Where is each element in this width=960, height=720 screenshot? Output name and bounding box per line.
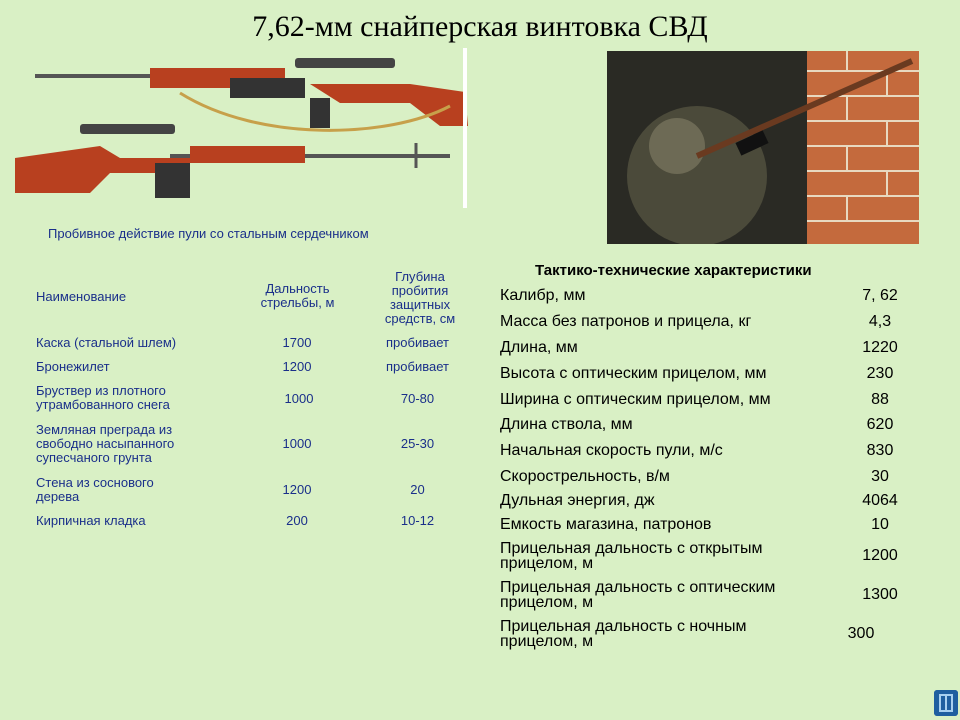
specs-title: Тактико-технические характеристики xyxy=(535,262,812,279)
spec-label: Высота с оптическим прицелом, мм xyxy=(500,365,767,382)
table-row-range: 200 xyxy=(286,513,308,528)
emblem-icon xyxy=(934,690,958,716)
table-row-name: Стена из соснового дерева xyxy=(36,475,154,504)
spec-value: 620 xyxy=(866,416,894,433)
spec-label: Калибр, мм xyxy=(500,287,586,304)
table-row-depth: пробивает xyxy=(386,359,449,374)
spec-value: 300 xyxy=(847,625,875,642)
spec-value: 1300 xyxy=(862,586,898,603)
table-row-range: 1000 xyxy=(282,436,312,451)
spec-value: 30 xyxy=(871,468,889,485)
svd-rifles-illustration xyxy=(10,48,480,208)
sniper-photo xyxy=(607,51,919,244)
spec-value: 1220 xyxy=(862,339,898,356)
table-row-depth: 70-80 xyxy=(400,391,435,406)
spec-value: 1200 xyxy=(862,547,898,564)
spec-value: 4,3 xyxy=(868,313,892,330)
spec-label: Прицельная дальность с оптическим прицелом, м xyxy=(500,579,776,611)
table-row-name: Кирпичная кладка xyxy=(36,513,146,528)
table-row-depth: пробивает xyxy=(386,335,449,350)
spec-label: Прицельная дальность с ночным прицелом, м xyxy=(500,618,747,650)
spec-value: 230 xyxy=(866,365,894,382)
spec-label: Длина, мм xyxy=(500,339,578,356)
table-row-name: Бронежилет xyxy=(36,359,110,374)
penetration-table-title: Пробивное действие пули со стальным сердечником xyxy=(48,226,369,241)
table-row-depth: 20 xyxy=(410,482,425,497)
spec-label: Начальная скорость пули, м/с xyxy=(500,442,723,459)
spec-label: Дульная энергия, дж xyxy=(500,492,655,509)
spec-label: Емкость магазина, патронов xyxy=(500,516,712,533)
spec-value: 10 xyxy=(871,516,889,533)
column-header-name: Наименование xyxy=(36,289,127,304)
table-row-range: 1000 xyxy=(284,391,314,406)
spec-label: Масса без патронов и прицела, кг xyxy=(500,313,752,330)
spec-value: 830 xyxy=(866,442,894,459)
table-row-range: 1700 xyxy=(282,335,312,350)
table-row-name: Земляная преграда из свободно насыпанного супесчаного грунта xyxy=(36,422,175,465)
spec-label: Скорострельность, в/м xyxy=(500,468,670,485)
column-header-range: Дальность стрельбы, м xyxy=(260,281,335,310)
spec-value: 88 xyxy=(871,391,889,408)
column-header-depth: Глубина пробития защитных средств, см xyxy=(384,269,456,326)
spec-label: Длина ствола, мм xyxy=(500,416,633,433)
spec-label: Ширина с оптическим прицелом, мм xyxy=(500,391,771,408)
table-row-range: 1200 xyxy=(282,359,312,374)
table-row-depth: 10-12 xyxy=(400,513,435,528)
spec-value: 7, 62 xyxy=(862,287,898,304)
spec-value: 4064 xyxy=(862,492,898,509)
page-title: 7,62-мм снайперская винтовка СВД xyxy=(252,10,708,43)
table-row-depth: 25-30 xyxy=(400,436,435,451)
table-row-name: Каска (стальной шлем) xyxy=(36,335,177,350)
table-row-name: Бруствер из плотного утрамбованного снега xyxy=(36,383,170,412)
table-row-range: 1200 xyxy=(282,482,312,497)
spec-label: Прицельная дальность с открытым прицелом, м xyxy=(500,540,763,572)
